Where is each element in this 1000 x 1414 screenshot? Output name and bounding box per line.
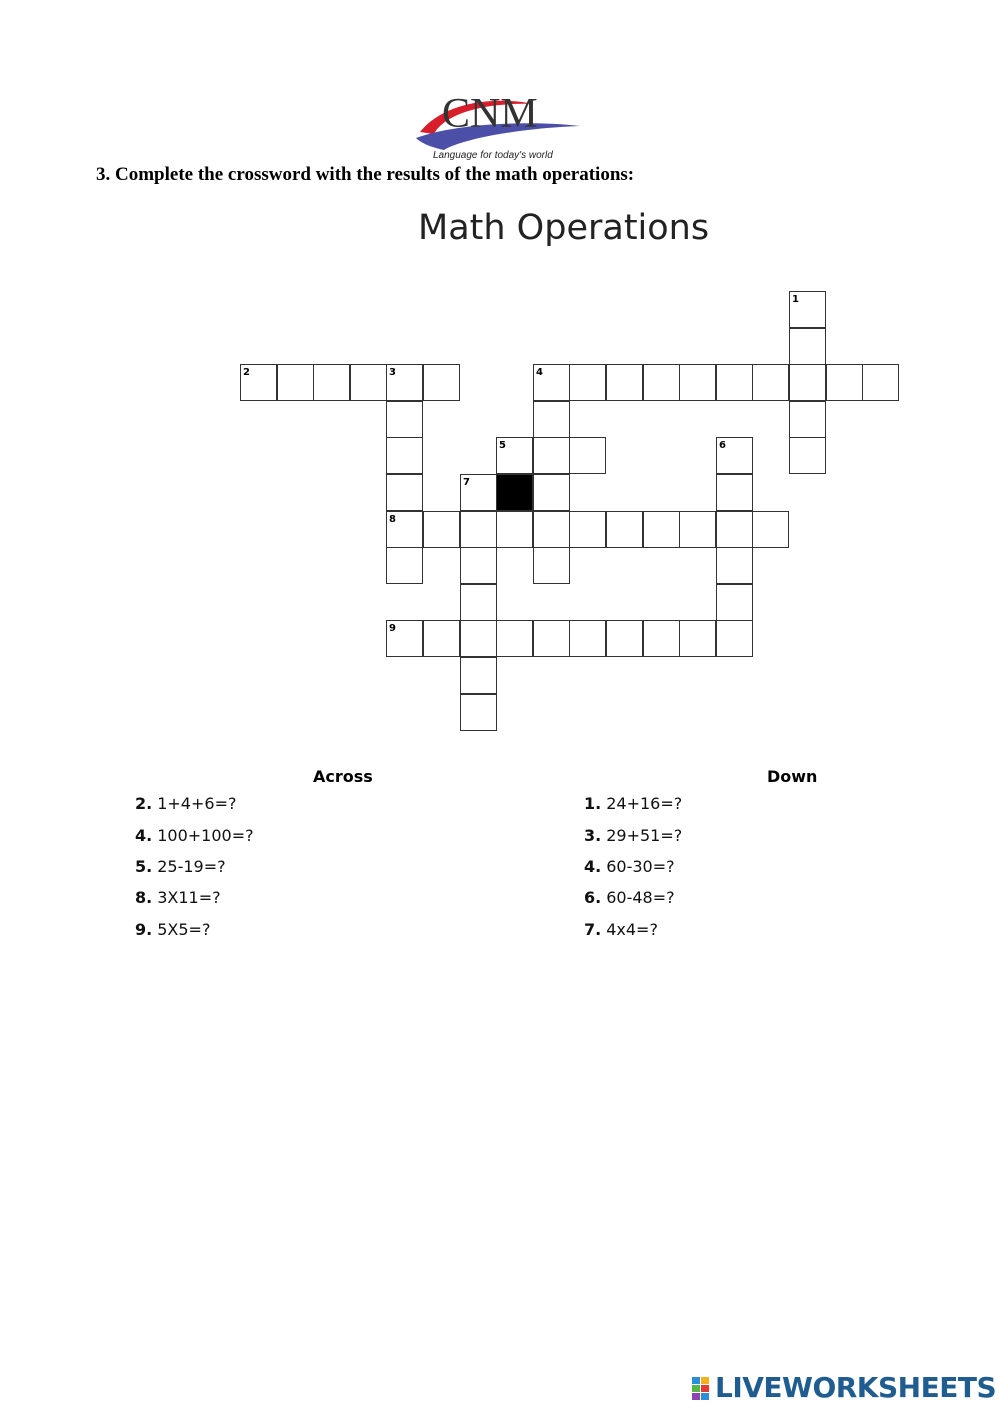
crossword-cell-1[interactable] [789, 291, 826, 328]
crossword-cell[interactable] [752, 364, 789, 401]
logo-brand: CNM [442, 91, 538, 137]
down-clue: 1. 24+16=? [584, 794, 683, 813]
crossword-cell[interactable] [643, 620, 680, 657]
crossword-cell-9[interactable] [386, 620, 423, 657]
crossword-cell[interactable] [569, 620, 606, 657]
crossword-cell[interactable] [569, 437, 606, 474]
across-clue: 2. 1+4+6=? [135, 794, 237, 813]
crossword-cell[interactable] [460, 620, 497, 657]
crossword-cell[interactable] [423, 511, 460, 548]
black-cell [496, 474, 533, 511]
crossword-cell[interactable] [533, 401, 570, 438]
down-heading: Down [767, 767, 818, 786]
logo-tagline: Language for today's world [433, 150, 553, 161]
crossword-cell[interactable] [386, 437, 423, 474]
crossword-cell[interactable] [386, 547, 423, 584]
clue-number: 2 [243, 367, 250, 378]
crossword-cell[interactable] [716, 474, 753, 511]
crossword-cell-2[interactable] [240, 364, 277, 401]
crossword-cell[interactable] [716, 511, 753, 548]
crossword-cell[interactable] [606, 364, 643, 401]
across-heading: Across [313, 767, 373, 786]
crossword-cell[interactable] [789, 401, 826, 438]
down-clue: 6. 60-48=? [584, 888, 675, 907]
crossword-cell[interactable] [533, 511, 570, 548]
crossword-cell[interactable] [569, 511, 606, 548]
crossword-cell[interactable] [569, 364, 606, 401]
crossword-cell-6[interactable] [716, 437, 753, 474]
crossword-cell[interactable] [277, 364, 314, 401]
crossword-cell[interactable] [789, 364, 826, 401]
crossword-cell[interactable] [679, 364, 716, 401]
crossword-cell-3[interactable] [386, 364, 423, 401]
crossword-cell[interactable] [460, 657, 497, 694]
across-clue: 9. 5X5=? [135, 920, 211, 939]
crossword-cell[interactable] [496, 511, 533, 548]
crossword-cell[interactable] [533, 547, 570, 584]
down-clue: 7. 4x4=? [584, 920, 658, 939]
crossword-cell[interactable] [643, 364, 680, 401]
crossword-cell[interactable] [496, 620, 533, 657]
instruction: 3. Complete the crossword with the results of the math operations: [96, 164, 635, 185]
liveworksheets-logo-icon [692, 1377, 710, 1401]
down-clue: 3. 29+51=? [584, 826, 683, 845]
crossword-cell[interactable] [386, 401, 423, 438]
crossword-cell[interactable] [716, 620, 753, 657]
crossword-cell[interactable] [533, 437, 570, 474]
clue-number: 1 [792, 294, 799, 305]
across-clue: 4. 100+100=? [135, 826, 254, 845]
crossword-cell[interactable] [716, 584, 753, 621]
crossword-cell[interactable] [423, 620, 460, 657]
crossword-cell-7[interactable] [460, 474, 497, 511]
crossword-cell[interactable] [679, 511, 716, 548]
crossword-cell[interactable] [789, 328, 826, 365]
crossword-cell[interactable] [716, 364, 753, 401]
crossword-cell[interactable] [606, 620, 643, 657]
down-clue: 4. 60-30=? [584, 857, 675, 876]
clue-number: 3 [389, 367, 396, 378]
crossword-cell[interactable] [460, 547, 497, 584]
crossword-cell[interactable] [460, 511, 497, 548]
crossword-cell[interactable] [789, 437, 826, 474]
crossword-cell-8[interactable] [386, 511, 423, 548]
crossword-cell[interactable] [752, 511, 789, 548]
clue-number: 8 [389, 514, 396, 525]
crossword-cell[interactable] [679, 620, 716, 657]
crossword-cell[interactable] [460, 694, 497, 731]
crossword-cell[interactable] [606, 511, 643, 548]
crossword-cell[interactable] [643, 511, 680, 548]
crossword-cell[interactable] [313, 364, 350, 401]
crossword-cell[interactable] [533, 474, 570, 511]
across-clue: 8. 3X11=? [135, 888, 221, 907]
crossword-cell-5[interactable] [496, 437, 533, 474]
clue-number: 6 [719, 440, 726, 451]
crossword-cell[interactable] [826, 364, 863, 401]
clue-number: 4 [536, 367, 543, 378]
crossword-cell[interactable] [386, 474, 423, 511]
clue-number: 7 [463, 477, 470, 488]
crossword-cell[interactable] [862, 364, 899, 401]
crossword-cell[interactable] [533, 620, 570, 657]
across-clue: 5. 25-19=? [135, 857, 226, 876]
crossword-cell-4[interactable] [533, 364, 570, 401]
clue-number: 5 [499, 440, 506, 451]
crossword-cell[interactable] [460, 584, 497, 621]
puzzle-title: Math Operations [418, 208, 710, 248]
crossword-cell[interactable] [423, 364, 460, 401]
crossword-cell[interactable] [350, 364, 387, 401]
liveworksheets-brand: LIVEWORKSHEETS [715, 1371, 997, 1404]
clue-number: 9 [389, 623, 396, 634]
crossword-cell[interactable] [716, 547, 753, 584]
